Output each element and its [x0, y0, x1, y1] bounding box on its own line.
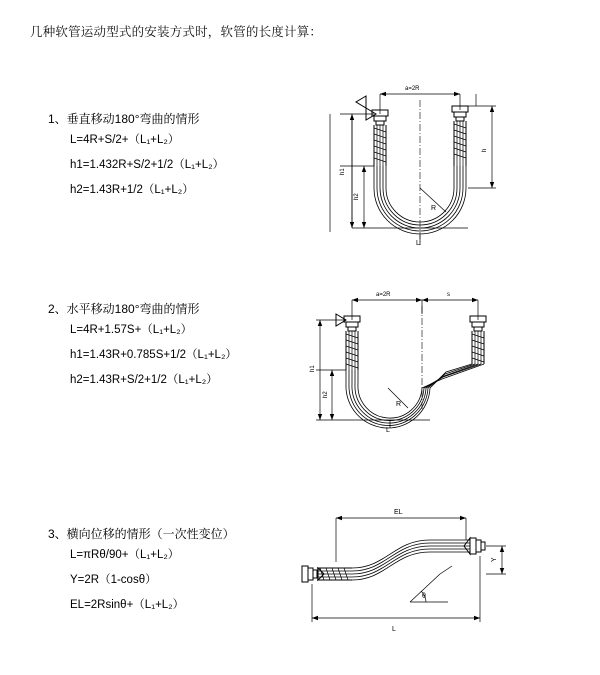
- section-3-formula-2: Y=2R（1-cosθ）: [70, 574, 157, 586]
- section-1-formula-2: h1=1.432R+S/2+1/2（L₁+L₂）: [70, 159, 225, 171]
- dim-Y-label: Y: [491, 557, 498, 562]
- section-1-title: 1、垂直移动180°弯曲的情形: [48, 112, 200, 126]
- section-3-formula-1: L=πRθ/90+（L₁+L₂）: [70, 549, 180, 561]
- dim-EL-label: EL: [394, 509, 403, 516]
- figure-vertical-180-bend: [300, 70, 560, 280]
- dim-L-label: L: [416, 240, 420, 247]
- dim-R-label-2: R: [396, 401, 402, 408]
- dim-R-label: R: [431, 205, 437, 212]
- section-1-text: [48, 110, 298, 203]
- section-2-formula-3: h2=1.43R+S/2+1/2（L₁+L₂）: [70, 374, 218, 386]
- page-title: 几种软管运动型式的安装方式时，软管的长度计算：: [30, 25, 323, 39]
- dim-h2-label-2: h2: [323, 391, 329, 398]
- dim-h2-label: h2: [354, 193, 360, 200]
- section-2-title: 2、水平移动180°弯曲的情形: [48, 302, 200, 316]
- dim-L-label-2: L: [386, 427, 390, 434]
- figure-horizontal-180-bend: [300, 280, 560, 460]
- dim-theta-label: θ: [422, 593, 426, 600]
- dim-a-label-2: a=2R: [376, 292, 391, 298]
- section-2-text: [48, 300, 298, 393]
- section-2-formula-2: h1=1.43R+0.785S+1/2（L₁+L₂）: [70, 349, 237, 361]
- dim-h-label: h: [482, 148, 488, 152]
- section-3-text: [48, 525, 298, 618]
- section-1-formula-3: h2=1.43R+1/2（L₁+L₂）: [70, 184, 194, 196]
- dim-s-label: s: [447, 292, 450, 298]
- section-1-formula-1: L=4R+S/2+（L₁+L₂）: [70, 134, 180, 146]
- dim-h1-label-2: h1: [310, 365, 316, 372]
- section-2-formula-1: L=4R+1.57S+（L₁+L₂）: [70, 324, 193, 336]
- section-3-formula-3: EL=2Rsinθ+（L₁+L₂）: [70, 599, 185, 611]
- dim-a-label: a=2R: [405, 86, 420, 92]
- dim-h1-label: h1: [340, 168, 346, 175]
- dim-L-label-3: L: [392, 626, 396, 633]
- section-3-title: 3、横向位移的情形（一次性变位）: [48, 527, 235, 541]
- figure-lateral-offset: [290, 500, 560, 640]
